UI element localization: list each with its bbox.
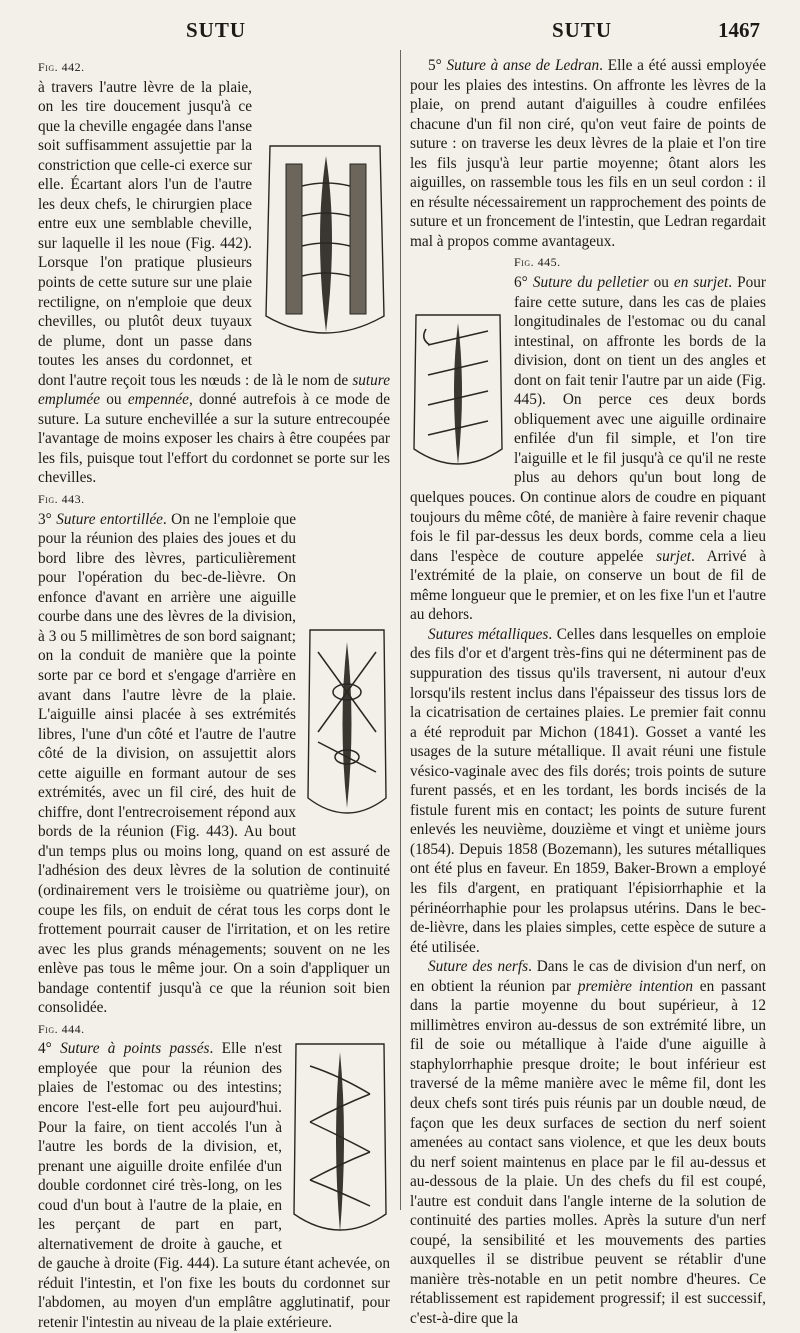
page-number: 1467 <box>718 18 760 42</box>
paragraph-sutures-metalliques: Sutures métalliques. Celles dans lesquelles on emploie des fils d'or et d'argent très-fins qui ne déterminent pas de suppuration des tissus qu'ils traversent, ni autour d'eux lorsqu'ils restent inclus dans l'épaisseur des tissus lors de la cicatrisation de certaines plaies. Le premier fait connu a été reproduit par Michon (1841). Gosset a vanté les usages de la suture métallique. Il avait réuni une fistule vésico-vaginale avec des fils dorés; trois points de suture furent passés, et en les tordant, les bords incisés de la fistule furent mis en contact; les points de suture furent enlevés les neuvième, douzième et vingt et unième jours (1854). Depuis 1858 (Bozemann), les sutures métalliques ont été plus en faveur. En 1859, Baker-Brown a employé les fils d'argent, en pratiquant l'épisiorrhaphie et la périnéorrhaphie pour les prolapsus utérins. Dans le bec-de-lièvre, dans les plaies simples, cette espèce de suture a été utilisée. <box>410 625 766 956</box>
figure-443-caption: Fig. 443. <box>38 492 85 507</box>
figure-444-caption: Fig. 444. <box>38 1021 85 1036</box>
suture-enchevillee-illustration <box>260 136 390 356</box>
suture-surjet-illustration <box>410 309 506 479</box>
paragraph-suture-nerfs: Suture des nerfs. Dans le cas de division d'un nerf, on en obtient la réunion par première intention en passant dans la partie moyenne du bout supérieur, à 12 millimètres environ au-dessus de son extrémité libre, un fil de soie ou métallique à l'aide d'une aiguille à staphylorrhaphie presque droite; le bout inférieur est traversé de la même manière avec le même fil, dont les deux chefs sont tirés puis réunis par un double nœud, de façon que les deux surfaces de section du nerf soient amenées au contact sans violence, et que les deux bouts du nerf soient maintenus en place par le fil au-dessus et au-dessous de la plaie. Un des chefs du fil est coupé, l'autre est conduit dans l'angle interne de la solution de continuité des parties molles. Après la suture d'un nerf coupé, la sensibilité et les mouvements des parties auxquelles il se distribue peuvent se rétablir d'une manière très-notable en un petit nombre d'heures. Ce rétablissement est rapidement progressif; il est successif, c'est-à-dire que la <box>410 958 767 1327</box>
figure-443 <box>304 622 390 828</box>
paragraph-suture-anse-ledran: 5° Suture à anse de Ledran. Elle a été aussi employée pour les plaies des intestins. On affronte les lèvres de la plaie, on prend autant d'aiguilles à coudre enfilées chacune d'un fil non ciré, qu'on veut faire de points de suture : on traverse les deux lèvres de la plaie et l'on tire les fils jusqu'à leur partie moyenne; ôtant alors les aiguilles, on rassemble tous les fils en un seul cordon : il en résulte nécessairement un rapprochement des points de suture et un froncement de l'intestin, que Ledran regardait mal à propos comme avantageux. <box>410 57 766 250</box>
suture-entortillee-illustration <box>304 622 390 828</box>
figure-444 <box>290 1036 390 1246</box>
right-column: 5° Suture à anse de Ledran. Elle a été aussi employée pour les plaies des intestins. On affronte les lèvres de la plaie, on prend autant d'aiguilles à coudre enfilées chacune d'un fil non ciré, qu'on veut faire de points de suture : on traverse les deux lèvres de la plaie et l'on tire les fils jusqu'à leur partie moyenne; ôtant alors les aiguilles, on rassemble tous les fils en un seul cordon : il en résulte nécessairement un rapprochement des points de suture et un froncement de l'intestin, que Ledran regardait mal à propos comme avantageux. Fig. 445. 6° Suture du pelletier ou en surjet. Pour faire cette suture, dans les cas de plaies longitudinales de l'estomac ou du canal intestinal, on affronte les bords de la division, dont on tient un des angles et dont on fait tenir l'autre par un aide (Fig. 445). On perce ces deux bords obliquement avec une aiguille ordinaire enfilée d'un fil simple, et l'on tire l'aiguille et le fil jusqu'à ce qu'il ne reste plus au dehors qu'un bout long de quelques pouces. On continue alors de coudre en piquant toujours du même côté, de manière à faire revenir chaque fois le fil par-dessus les deux bords, comme cela a lieu dans l'espèce de couture appelée surjet. Arrivé à l'extrémité de la plaie, on conserve un bout de fil de même longueur que le premier, et on les fixe l'un et l'autre au dehors. Sutures métalliques. Celles dans lesquelles on emploie des fils d'or et d'argent très-fins qui ne déterminent pas de suppuration des tissus qu'ils traversent, ni autour d'eux lorsqu'ils restent inclus dans l'épaisseur des tissus lors de la cicatrisation de certaines plaies. Le premier fait connu a été reproduit par Michon (1841). Gosset a vanté les usages de la suture métallique. Il avait réuni une fistule vésico-vaginale avec des fils dorés; trois points de suture furent passés, et en les tordant, les bords incisés de la fistule furent mis en contact; les points de suture furent enlevés les neuvième, douzième et vingt et unième jours (1854). Depuis 1858 (Bozemann), les sutures métalliques ont été plus en faveur. En 1859, Baker-Brown a employé les fils d'argent, en pratiquant l'épisiorrhaphie et la périnéorrhaphie pour les prolapsus utérins. Dans le bec-de-lièvre, dans les plaies simples, cette espèce de suture a été utilisée. Suture des nerfs. Dans le cas de division d'un nerf, on en obtient la réunion par première intention en passant dans la partie moyenne du bout supérieur, à 12 millimètres environ au-dessus de son extrémité libre, un fil de soie ou métallique à l'aide d'une aiguille à staphylorrhaphie presque droite; le bout inférieur est traversé de la même manière avec le même fil, dont les deux chefs sont tirés puis réunis par un double nœud, de façon que les deux surfaces de section du nerf soient amenées au contact sans violence, et que les deux bouts du nerf soient maintenus en place par le fil au-dessus et au-dessous de la plaie. Un des chefs du fil est coupé, l'autre est conduit dans l'angle interne de la solution de continuité des parties molles. Après la suture d'un nerf coupé, la sensibilité et les mouvements des parties auxquelles il se distribue peuvent se rétablir d'une manière très-notable en un petit nombre d'heures. Ce rétablissement est rapidement progressif; il est successif, c'est-à-dire que la <box>410 57 767 1327</box>
right-running-head: SUTU <box>552 18 613 42</box>
left-running-head: SUTU <box>186 18 247 42</box>
column-divider <box>400 50 401 1210</box>
suture-points-passes-illustration <box>290 1036 390 1246</box>
figure-445 <box>410 309 506 479</box>
figure-445-caption: Fig. 445. <box>514 255 561 270</box>
figure-442 <box>260 136 390 356</box>
left-column: Fig. 442. à travers l'autre lèvre de la plaie, on les tire doucement jusqu'à ce que la cheville engagée dans l'anse soit suffisamment assujettie par la constriction que celle-ci exerce sur elle. Écartant alors l'un de l'autre les deux chefs, le chirurgien place entre eux une semblable cheville, sur laquelle il les noue (Fig. 442). Lorsque l'on pratique plusieurs points de cette suture sur une plaie rectiligne, on n'emploie que deux chevilles, ou plutôt deux tuyaux de plume, dont un passe dans toutes les anses du cordonnet, et dont l'autre reçoit tous les nœuds : de là le nom de suture emplumée ou empennée, donné autrefois à ce mode de suture. La suture enchevillée a sur la suture entrecoupée l'avantage de moins exposer les chairs à être coupées par les fils, puisque tout l'effort du cordonnet se porte sur les chevilles. Fig. 443. 3° Suture entortillée. On ne l'emploie que pour la réunion des plaies des joues et du bord libre des lèvres, particulièrement pour l'opération du bec-de-lièvre. On enfonce d'avant en arrière une aiguille courbe dans une des lèvres de la division, à 3 ou 5 millimètres de son bord saignant; on la conduit de manière que la pointe sorte par ce bord et s'engage d'arrière en avant dans l'autre lèvre de la plaie. L'aiguille ainsi placée à ses extrémités libres, l'une d'un côté et l'autre de l'autre côté de la division, on assujettit alors cette aiguille en formant autour de ses extrémités, avec un fil ciré, des huit de chiffre, dont l'entrecroisement répond aux bords de la réunion (Fig. 443). Au bout d'un temps plus ou moins long, quand on est assuré de l'adhésion des deux lèvres de la solution de continuité (ordinairement vers le troisième ou quatrième jour), on coupe les fils, on enduit de cérat tous les corps dont le frottement pourrait causer de l'irritation, et on les retire avec les plus grands ménagements; souvent on ne les enlève pas tous le même jour. On a soin d'appliquer un bandage contentif jusqu'à ce que la réunion soit bien consolidée. Fig. 444. 4° Suture à points passés. Elle n'est employée que pour la réunion des plaies de l'estomac ou des intestins; encore l'est-elle fort peu aujourd'hui. Pour la faire, on tient accolés l'un à l'autre les bords de la division, et, prenant une aiguille droite enfilée d'un double cordonnet ciré très-long, on les coud d'un bout à l'autre de la plaie, en les perçant de part en part, alternativement de droite à gauche, et de gauche à droite (Fig. 444). La suture étant achevée, on réduit l'intestin, et l'on fixe les bouts du cordonnet sur l'abdomen, au moyen d'un emplâtre agglutinatif, pour retenir l'intestin au niveau de la plaie extérieure. <box>38 60 390 1331</box>
figure-442-caption: Fig. 442. <box>38 60 85 74</box>
